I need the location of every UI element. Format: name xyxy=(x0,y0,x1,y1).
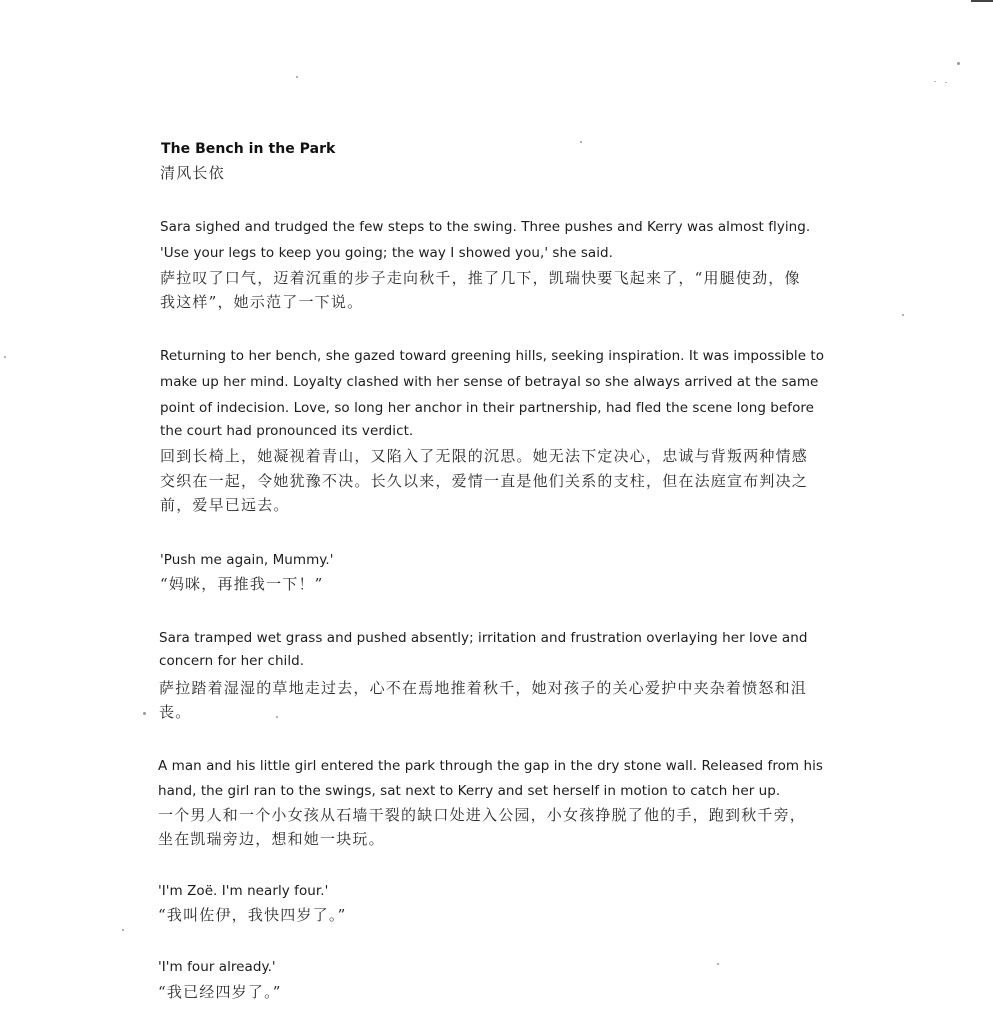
scan-speck xyxy=(122,929,124,931)
p5-zh-line-2: 坐在凯瑞旁边，想和她一块玩。 xyxy=(158,830,385,848)
scan-edge-mark xyxy=(971,0,993,2)
p2-line-1: Returning to her bench, she gazed toward greening hills, seeking inspiration. It was impossible to xyxy=(160,348,825,364)
p2-zh-line-3: 前，爱早已远去。 xyxy=(160,496,290,514)
scan-speck xyxy=(296,76,298,78)
p4-zh-line-1: 萨拉踏着湿湿的草地走过去，心不在焉地推着秋千，她对孩子的关心爱护中夹杂着愤怒和沮 xyxy=(159,679,808,697)
p1-line-1: Sara sighed and trudged the few steps to the swing. Three pushes and Kerry was almost flying. xyxy=(160,219,811,235)
story-title: The Bench in the Park xyxy=(161,141,336,157)
scan-speck xyxy=(276,716,278,718)
scan-speck xyxy=(957,62,960,65)
p7-line-1: 'I'm four already.' xyxy=(158,959,276,975)
p5-line-1: A man and his little girl entered the park through the gap in the dry stone wall. Released from his xyxy=(158,758,823,774)
p2-line-4: the court had pronounced its verdict. xyxy=(160,423,414,439)
story-title-zh: 清风长依 xyxy=(160,164,225,182)
scan-speck xyxy=(580,141,582,143)
p5-line-2: hand, the girl ran to the swings, sat next to Kerry and set herself in motion to catch her up. xyxy=(158,783,781,799)
p3-line-1: 'Push me again, Mummy.' xyxy=(160,552,334,568)
scan-speck xyxy=(945,82,947,83)
scan-speck xyxy=(143,712,146,715)
p1-zh-line-2: 我这样”，她示范了一下说。 xyxy=(160,293,364,311)
p4-zh-line-2: 丧。 xyxy=(159,703,192,721)
scan-speck xyxy=(717,963,719,965)
p4-line-1: Sara tramped wet grass and pushed absently; irritation and frustration overlaying her love and xyxy=(159,630,808,646)
scan-speck xyxy=(934,81,936,82)
scan-speck xyxy=(902,314,904,316)
p2-line-2: make up her mind. Loyalty clashed with her sense of betrayal so she always arrived at the same xyxy=(160,374,819,390)
p2-zh-line-1: 回到长椅上，她凝视着青山，又陷入了无限的沉思。她无法下定决心，忠诚与背叛两种情感 xyxy=(160,447,809,465)
scan-speck xyxy=(4,356,6,358)
p3-zh-line-1: “妈咪，再推我一下！” xyxy=(160,575,324,593)
p6-zh-line-1: “我叫佐伊，我快四岁了。” xyxy=(158,906,347,924)
p4-line-2: concern for her child. xyxy=(159,653,305,669)
p1-zh-line-1: 萨拉叹了口气，迈着沉重的步子走向秋千，推了几下，凯瑞快要飞起来了，“用腿使劲，像 xyxy=(160,269,801,287)
p2-line-3: point of indecision. Love, so long her anchor in their partnership, had fled the scene long before xyxy=(160,400,815,416)
p1-line-2: 'Use your legs to keep you going; the way I showed you,' she said. xyxy=(160,245,613,261)
p6-line-1: 'I'm Zoë. I'm nearly four.' xyxy=(158,883,329,899)
p7-zh-line-1: “我已经四岁了。” xyxy=(158,983,282,1001)
p2-zh-line-2: 交织在一起，令她犹豫不决。长久以来，爱情一直是他们关系的支柱，但在法庭宣布判决之 xyxy=(160,472,809,490)
p5-zh-line-1: 一个男人和一个小女孩从石墙干裂的缺口处进入公园，小女孩挣脱了他的手，跑到秋千旁， xyxy=(158,806,807,824)
